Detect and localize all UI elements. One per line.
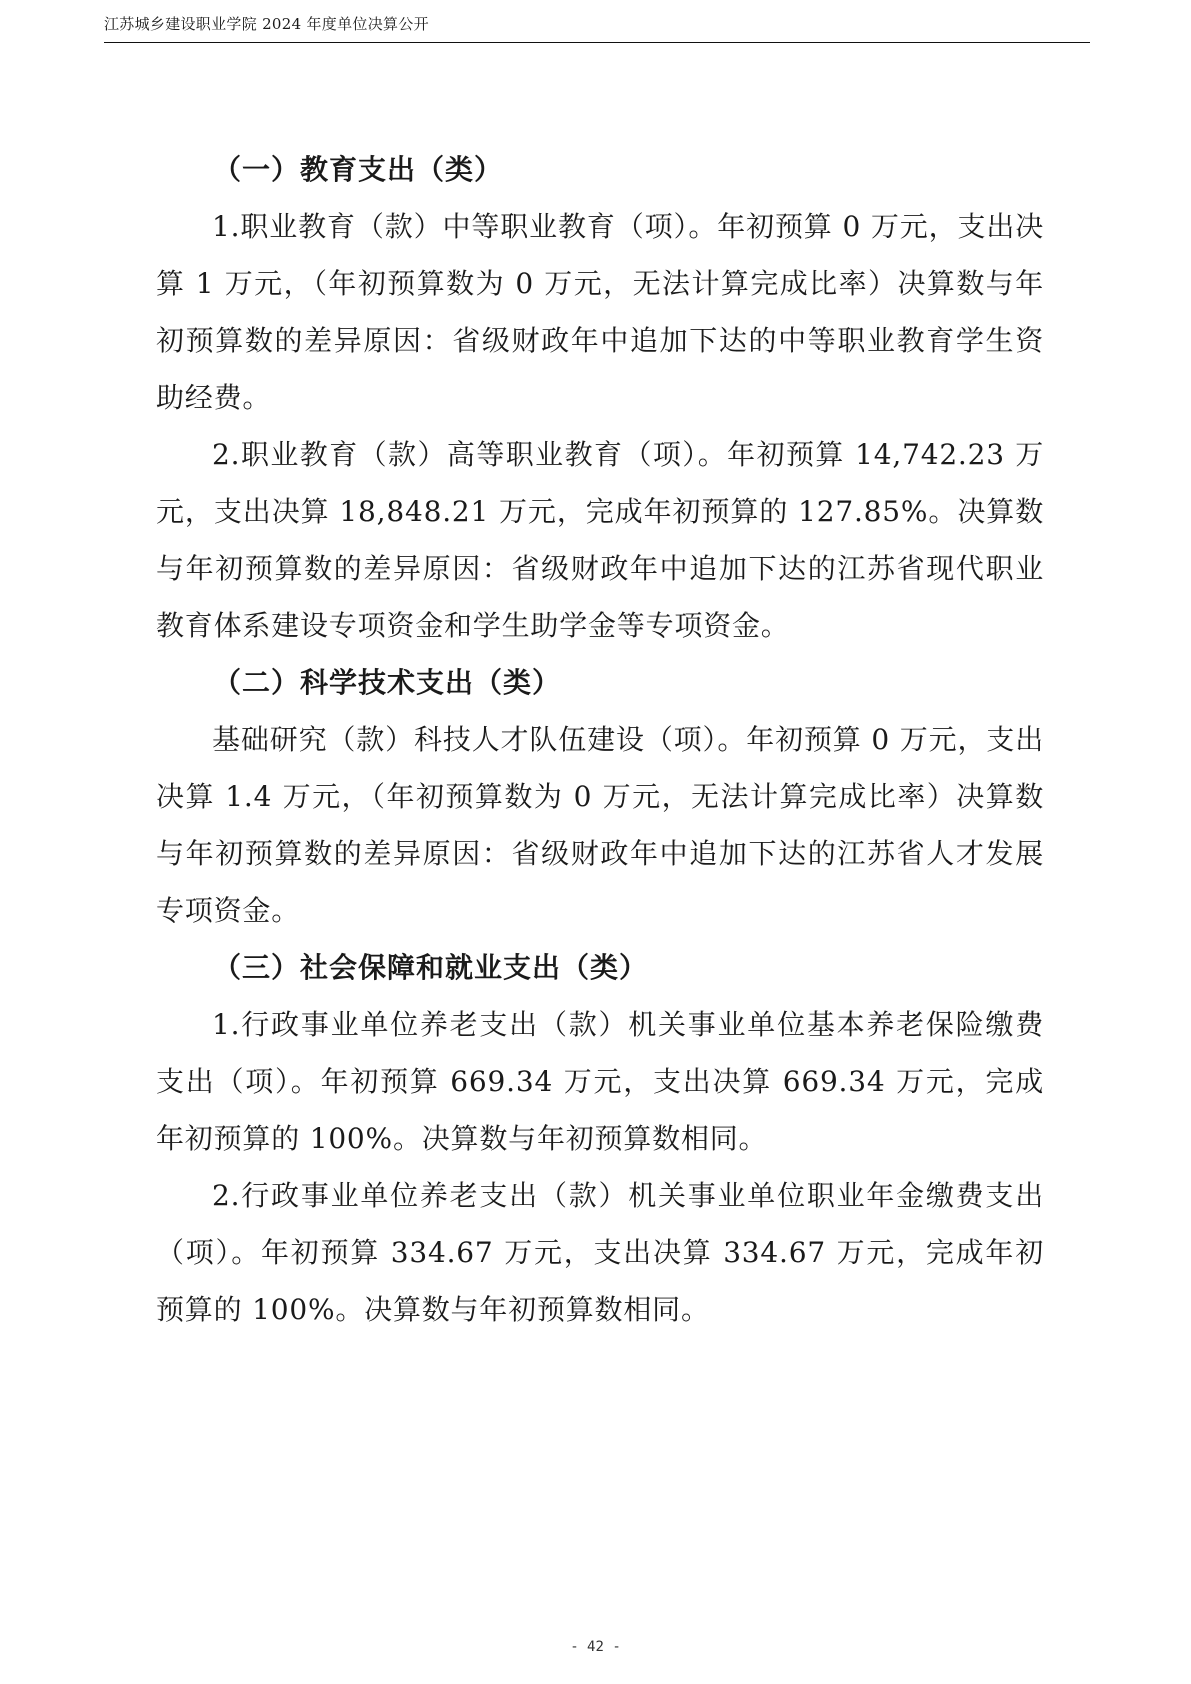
section-heading-science: （二）科学技术支出（类） [213, 666, 562, 699]
paragraph-basic-pension: 1.行政事业单位养老支出（款）机关事业单位基本养老保险缴费支出（项）。年初预算 669.34 万元，支出决算 669.34 万元，完成年初预算的 100%。决算数与年初预算数相同。 [156, 1008, 1044, 1155]
paragraph-occupational-annuity: 2.行政事业单位养老支出（款）机关事业单位职业年金缴费支出（项）。年初预算 334.67 万元，支出决算 334.67 万元，完成年初预算的 100%。决算数与年初预算数相同。 [156, 1179, 1044, 1326]
section-heading-social-security: （三）社会保障和就业支出（类） [213, 951, 649, 984]
document-header: 江苏城乡建设职业学院 2024 年度单位决算公开 [104, 15, 429, 33]
document-body [156, 141, 1044, 1338]
header-divider [104, 42, 1090, 43]
page-number: - 42 - [570, 1639, 621, 1655]
paragraph-secondary-vocational: 1.职业教育（款）中等职业教育（项）。年初预算 0 万元，支出决算 1 万元，（年初预算数为 0 万元，无法计算完成比率）决算数与年初预算数的差异原因：省级财政年中追加下达的中等职业教育学生资助经费。 [156, 210, 1044, 414]
paragraph-higher-vocational: 2.职业教育（款）高等职业教育（项）。年初预算 14,742.23 万元，支出决算 18,848.21 万元，完成年初预算的 127.85%。决算数与年初预算数的差异原因：省级财政年中追加下达的江苏省现代职业教育体系建设专项资金和学生助学金等专项资金。 [156, 438, 1044, 642]
section-heading-education: （一）教育支出（类） [213, 153, 504, 186]
paragraph-talent-team: 基础研究（款）科技人才队伍建设（项）。年初预算 0 万元，支出决算 1.4 万元，（年初预算数为 0 万元，无法计算完成比率）决算数与年初预算数的差异原因：省级财政年中追加下达的江苏省人才发展专项资金。 [156, 723, 1044, 927]
